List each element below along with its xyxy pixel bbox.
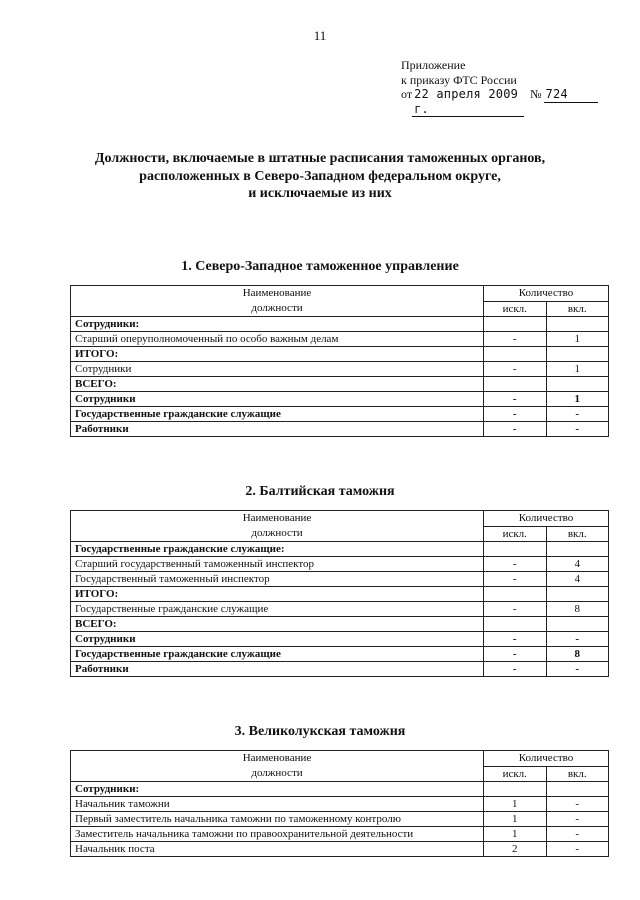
included-count-cell: 8 <box>546 602 609 617</box>
table-row <box>71 542 609 557</box>
column-header-position-line-2: должности <box>251 767 303 779</box>
appendix-label: Приложение <box>401 58 466 72</box>
excluded-count-cell: - <box>484 647 547 662</box>
order-number-sign: № <box>530 87 542 101</box>
included-count-cell <box>546 317 609 332</box>
table-row <box>71 317 609 332</box>
included-count-cell <box>546 617 609 632</box>
table-row <box>71 332 609 347</box>
column-header-position <box>71 286 484 317</box>
table-row <box>71 572 609 587</box>
column-header-position-line-1: Наименование <box>242 752 312 764</box>
order-date: 22 апреля 2009 г. <box>412 87 524 117</box>
excluded-count-cell: 1 <box>484 827 547 842</box>
table-row <box>71 557 609 572</box>
included-count-cell: - <box>546 827 609 842</box>
section-2-table-body <box>71 511 609 677</box>
appendix-block <box>401 58 598 117</box>
position-name-cell: Сотрудники <box>71 392 484 407</box>
position-name-cell: Заместитель начальника таможни по правоохранительной деятельности <box>71 827 484 842</box>
included-count-cell: - <box>546 632 609 647</box>
column-header-position-line-1: Наименование <box>242 287 312 299</box>
included-count-cell <box>546 377 609 392</box>
excluded-count-cell <box>484 377 547 392</box>
excluded-count-cell: - <box>484 407 547 422</box>
column-header-quantity: Количество <box>484 751 609 767</box>
included-count-cell <box>546 782 609 797</box>
table-header-row <box>71 286 609 302</box>
table-row <box>71 407 609 422</box>
position-name-cell: ВСЕГО: <box>71 617 484 632</box>
included-count-cell: - <box>546 797 609 812</box>
table-row <box>71 602 609 617</box>
position-name-cell: Сотрудники: <box>71 782 484 797</box>
excluded-count-cell: 1 <box>484 812 547 827</box>
column-header-quantity: Количество <box>484 286 609 302</box>
order-date-line <box>401 87 598 117</box>
document-title <box>0 150 640 203</box>
included-count-cell <box>546 542 609 557</box>
section-1-table <box>70 285 609 437</box>
document-title-line-3: и исключаемые из них <box>248 186 392 201</box>
excluded-count-cell: - <box>484 362 547 377</box>
section-1-title: 1. Северо-Западное таможенное управление <box>181 259 459 274</box>
excluded-count-cell <box>484 587 547 602</box>
order-number: 724 <box>544 87 598 103</box>
position-name-cell: Сотрудники <box>71 362 484 377</box>
table-row <box>71 827 609 842</box>
appendix-order-ref: к приказу ФТС России <box>401 72 517 87</box>
included-count-cell: 1 <box>546 392 609 407</box>
order-prefix: от <box>401 87 413 101</box>
section-1-table-body <box>71 286 609 437</box>
column-header-position-line-2: должности <box>251 527 303 539</box>
section-3-title: 3. Великолукская таможня <box>234 724 406 739</box>
excluded-count-cell: - <box>484 422 547 437</box>
included-count-cell: - <box>546 422 609 437</box>
position-name-cell: Государственные гражданские служащие: <box>71 542 484 557</box>
column-header-position <box>71 751 484 782</box>
position-name-cell: Государственные гражданские служащие <box>71 602 484 617</box>
excluded-count-cell: - <box>484 557 547 572</box>
position-name-cell: Государственные гражданские служащие <box>71 407 484 422</box>
position-name-cell: ВСЕГО: <box>71 377 484 392</box>
table-header-row <box>71 511 609 527</box>
table-row <box>71 392 609 407</box>
included-count-cell <box>546 587 609 602</box>
excluded-count-cell <box>484 617 547 632</box>
excluded-count-cell <box>484 347 547 362</box>
table-row <box>71 362 609 377</box>
excluded-count-cell: - <box>484 632 547 647</box>
position-name-cell: Старший оперуполномоченный по особо важным делам <box>71 332 484 347</box>
included-count-cell: 1 <box>546 332 609 347</box>
table-row <box>71 377 609 392</box>
column-header-position-line-2: должности <box>251 302 303 314</box>
included-count-cell: - <box>546 842 609 857</box>
document-title-line-2: расположенных в Северо-Западном федеральном округе, <box>139 168 501 184</box>
table-row <box>71 647 609 662</box>
column-header-quantity: Количество <box>484 511 609 527</box>
excluded-count-cell <box>484 317 547 332</box>
excluded-count-cell: - <box>484 332 547 347</box>
position-name-cell: Государственный таможенный инспектор <box>71 572 484 587</box>
included-count-cell: - <box>546 812 609 827</box>
position-name-cell: Сотрудники: <box>71 317 484 332</box>
included-count-cell: 4 <box>546 557 609 572</box>
included-count-cell: 1 <box>546 362 609 377</box>
document-title-line-1: Должности, включаемые в штатные расписания таможенных органов, <box>94 151 546 166</box>
included-count-cell: - <box>546 662 609 677</box>
table-row <box>71 662 609 677</box>
section-3-table-body <box>71 751 609 857</box>
included-count-cell: - <box>546 407 609 422</box>
section-3-table <box>70 750 609 857</box>
excluded-count-cell: - <box>484 392 547 407</box>
table-row <box>71 587 609 602</box>
table-row <box>71 422 609 437</box>
position-name-cell: Работники <box>71 422 484 437</box>
section-2-title: 2. Балтийская таможня <box>245 484 395 499</box>
excluded-count-cell: - <box>484 662 547 677</box>
table-row <box>71 347 609 362</box>
excluded-count-cell: 1 <box>484 797 547 812</box>
column-header-included: вкл. <box>546 526 609 542</box>
table-row <box>71 842 609 857</box>
position-name-cell: Старший государственный таможенный инспектор <box>71 557 484 572</box>
table-row <box>71 617 609 632</box>
position-name-cell: Первый заместитель начальника таможни по таможенному контролю <box>71 812 484 827</box>
column-header-position-line-1: Наименование <box>242 512 312 524</box>
excluded-count-cell <box>484 542 547 557</box>
position-name-cell: Начальник поста <box>71 842 484 857</box>
position-name-cell: Начальник таможни <box>71 797 484 812</box>
column-header-included: вкл. <box>546 766 609 782</box>
position-name-cell: ИТОГО: <box>71 347 484 362</box>
excluded-count-cell: - <box>484 572 547 587</box>
included-count-cell: 8 <box>546 647 609 662</box>
section-2-table <box>70 510 609 677</box>
column-header-excluded: искл. <box>484 766 547 782</box>
column-header-position <box>71 511 484 542</box>
position-name-cell: ИТОГО: <box>71 587 484 602</box>
table-row <box>71 632 609 647</box>
table-row <box>71 797 609 812</box>
table-row <box>71 812 609 827</box>
included-count-cell: 4 <box>546 572 609 587</box>
position-name-cell: Государственные гражданские служащие <box>71 647 484 662</box>
column-header-excluded: искл. <box>484 526 547 542</box>
included-count-cell <box>546 347 609 362</box>
page-number: 11 <box>313 28 327 43</box>
position-name-cell: Сотрудники <box>71 632 484 647</box>
column-header-included: вкл. <box>546 301 609 317</box>
excluded-count-cell: - <box>484 602 547 617</box>
excluded-count-cell <box>484 782 547 797</box>
table-row <box>71 782 609 797</box>
excluded-count-cell: 2 <box>484 842 547 857</box>
column-header-excluded: искл. <box>484 301 547 317</box>
table-header-row <box>71 751 609 767</box>
position-name-cell: Работники <box>71 662 484 677</box>
